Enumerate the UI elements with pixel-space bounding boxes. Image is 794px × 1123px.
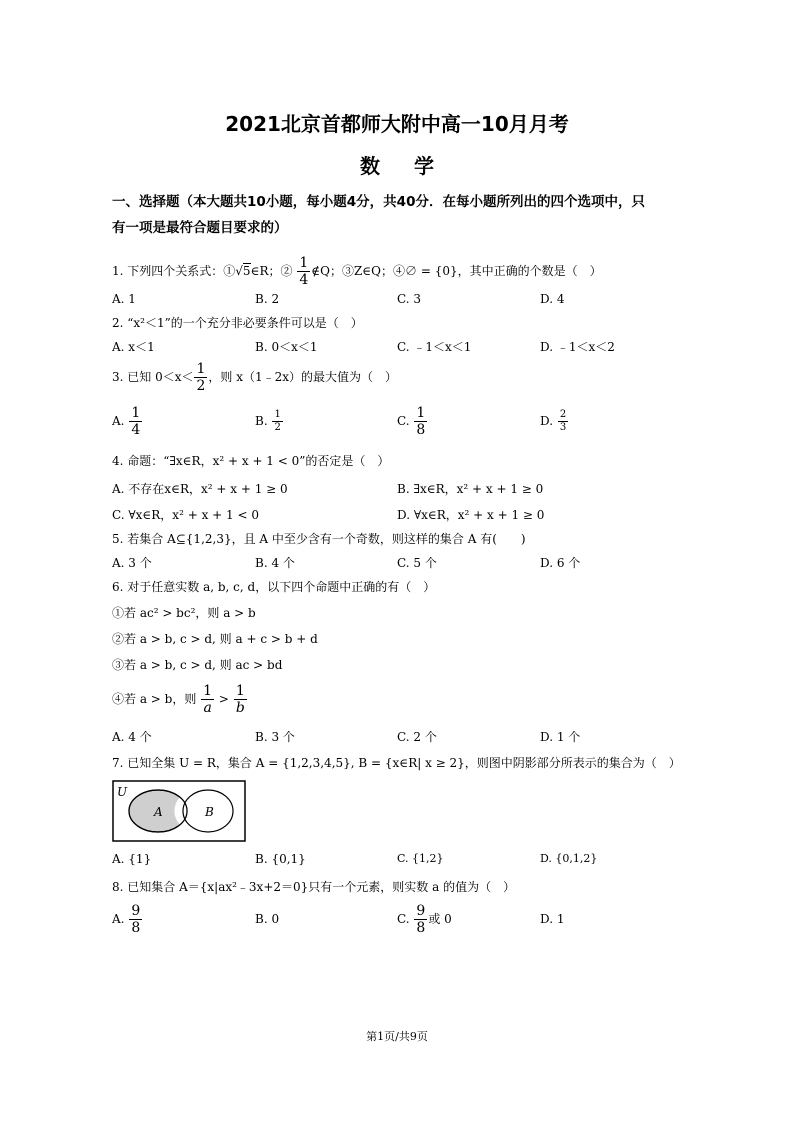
q7-option-c: C. {1,2}: [397, 852, 444, 865]
section-heading-line1: 一、选择题（本大题共10小题，每小题4分，共40分．在每小题所列出的四个选项中，只: [112, 194, 645, 210]
q3-option-d: D. $\frac{2}{3}$: [540, 409, 567, 433]
q2-option-d: D. ﹣1＜x＜2: [540, 340, 615, 354]
q6-statement-1: ①若 ac² > bc²，则 a > b: [112, 606, 256, 620]
q7-option-d: D. {0,1,2}: [540, 852, 598, 865]
sqrt-symbol: √: [235, 264, 243, 278]
q3-option-a: A. $\frac{1}{4}$: [112, 405, 141, 438]
q4-option-d: D. ∀x∈R，x² + x + 1 ≥ 0: [397, 508, 545, 522]
page-number: 第1页/共9页: [366, 1030, 428, 1043]
venn-label-b: B: [205, 805, 214, 819]
q6-option-c: C. 2 个: [397, 730, 437, 744]
q8-option-a: A. $\frac{9}{8}$: [112, 903, 141, 936]
q5-option-c: C. 5 个: [397, 556, 437, 570]
question-8: 8. 已知集合 A＝{x|ax²﹣3x+2＝0}只有一个元素，则实数 a 的值为（ ）: [112, 880, 516, 894]
page-title: 2021北京首都师大附中高一10月月考: [225, 112, 569, 136]
q1-option-b: B. 2: [255, 292, 280, 306]
question-1: 1. 下列四个关系式：①√5∈R；② $\frac{1}{4}$ ∉Q；③Z∈Q；④∅ = {0}，其中正确的个数是（ ）: [112, 255, 602, 288]
q6-statement-4: ④若 a > b，则 $\frac{1}{a}$ > $\frac{1}{b}$: [112, 683, 245, 716]
q8-option-b: B. 0: [255, 912, 280, 926]
q7-option-b: B. {0,1}: [255, 852, 306, 866]
question-6: 6. 对于任意实数 a, b, c, d，以下四个命题中正确的有（ ）: [112, 580, 436, 594]
q5-option-d: D. 6 个: [540, 556, 581, 570]
section-heading-line2: 有一项是最符合题目要求的）: [112, 220, 288, 236]
q7-option-a: A. {1}: [112, 852, 152, 866]
q1-option-a: A. 1: [112, 292, 136, 306]
q4-option-a: A. 不存在x∈R，x² + x + 1 ≥ 0: [112, 482, 288, 496]
q1-option-d: D. 4: [540, 292, 565, 306]
fraction: $\frac{1}{2}$: [196, 361, 206, 394]
question-2: 2. “x²＜1”的一个充分非必要条件可以是（ ）: [112, 316, 363, 330]
q6-statement-2: ②若 a > b, c > d, 则 a + c > b + d: [112, 632, 318, 646]
q6-option-a: A. 4 个: [112, 730, 152, 744]
q3-option-b: B. $\frac{1}{2}$: [255, 409, 281, 433]
venn-diagram: [112, 780, 246, 842]
q2-option-b: B. 0＜x＜1: [255, 340, 318, 354]
q5-option-a: A. 3 个: [112, 556, 152, 570]
q6-option-d: D. 1 个: [540, 730, 581, 744]
question-7: 7. 已知全集 U = R，集合 A = {1,2,3,4,5}, B = {x∈R| x ≥ 2}，则图中阴影部分所表示的集合为（ ）: [112, 756, 681, 770]
q8-option-c: C. $\frac{9}{8}$ 或 0: [397, 903, 452, 936]
q2-option-c: C. ﹣1＜x＜1: [397, 340, 472, 354]
venn-label-a: A: [154, 805, 163, 819]
q3-option-c: C. $\frac{1}{8}$: [397, 405, 426, 438]
q2-option-a: A. x＜1: [112, 340, 155, 354]
question-3: 3. 已知 0＜x＜ $\frac{1}{2}$ ，则 x（1﹣2x）的最大值为（ ）: [112, 361, 398, 394]
q6-statement-3: ③若 a > b, c > d, 则 ac > bd: [112, 658, 283, 672]
q5-option-b: B. 4 个: [255, 556, 295, 570]
q4-option-c: C. ∀x∈R，x² + x + 1 < 0: [112, 508, 259, 522]
q6-option-b: B. 3 个: [255, 730, 295, 744]
fraction: $\frac{1}{4}$: [299, 255, 309, 288]
page-subject: 数学: [360, 154, 468, 178]
q8-option-d: D. 1: [540, 912, 565, 926]
question-4: 4. 命题：“∃x∈R，x² + x + 1 < 0”的否定是（ ）: [112, 454, 390, 468]
q1-option-c: C. 3: [397, 292, 422, 306]
q4-option-b: B. ∃x∈R，x² + x + 1 ≥ 0: [397, 482, 544, 496]
question-5: 5. 若集合 A⊆{1,2,3}，且 A 中至少含有一个奇数，则这样的集合 A 有( ): [112, 532, 526, 546]
venn-label-u: U: [117, 785, 128, 799]
